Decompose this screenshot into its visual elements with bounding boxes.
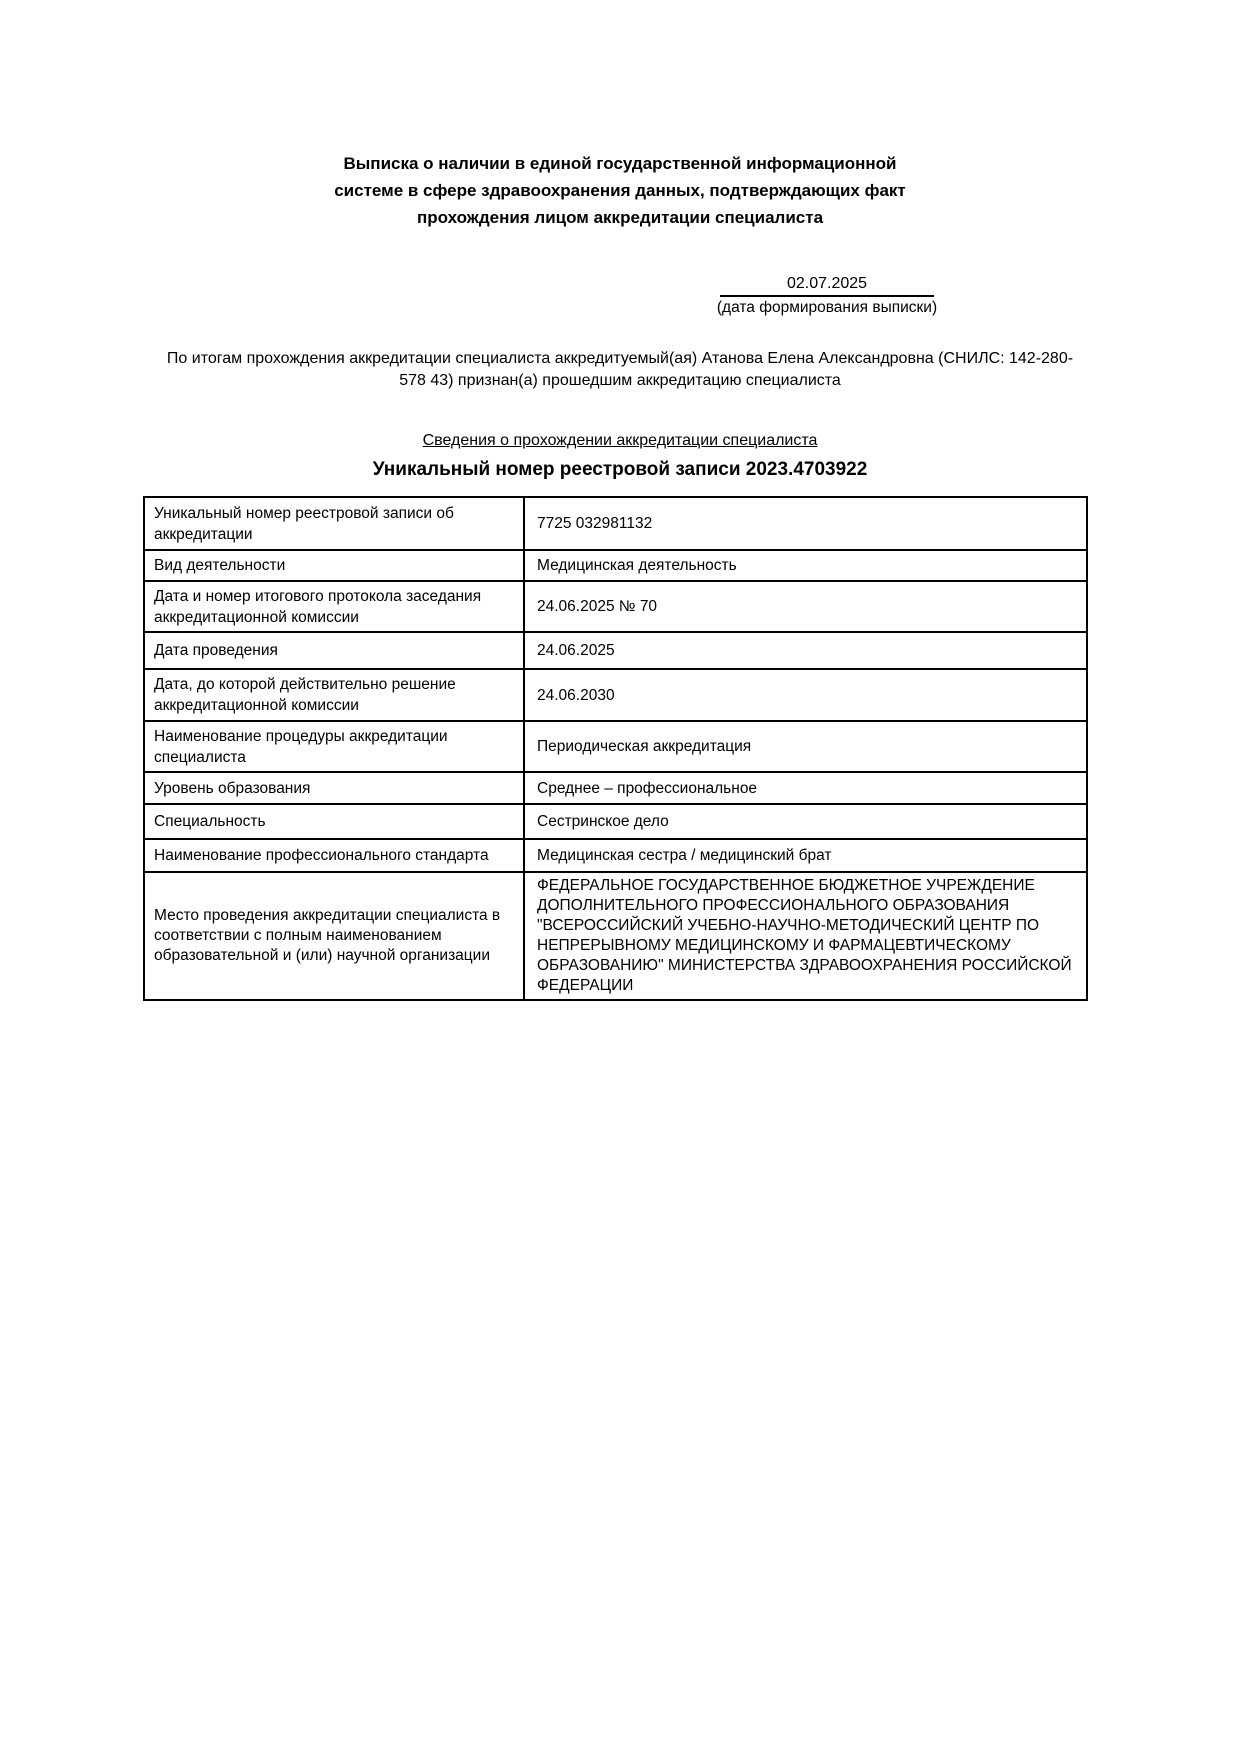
row-label-cell: Наименование процедуры аккредитации специалиста [144,721,524,772]
row-label-cell: Место проведения аккредитации специалиста в соответствии с полным наименованием образовательной и (или) научной организации [144,872,524,1000]
document-title-text: Выписка о наличии в единой государственной информационной системе в сфере здравоохранения данных, подтверждающих факт прохождения лицом аккредитации специалиста [334,154,906,227]
row-value-cell: Периодическая аккредитация [524,721,1087,772]
table-row [144,497,1087,550]
row-label-cell: Специальность [144,804,524,839]
document-title [0,150,1240,231]
row-value-cell: Сестринское дело [524,804,1087,839]
table-row [144,632,1087,669]
row-value-cell: Медицинская сестра / медицинский брат [524,839,1087,872]
table-row [144,804,1087,839]
row-label-cell: Дата проведения [144,632,524,669]
row-label-cell: Дата и номер итогового протокола заседания аккредитационной комиссии [144,581,524,632]
row-label-cell: Уникальный номер реестровой записи об аккредитации [144,497,524,550]
row-label-cell: Дата, до которой действительно решение аккредитационной комиссии [144,669,524,721]
row-value-cell: 7725 032981132 [524,497,1087,550]
table-row [144,839,1087,872]
section-heading: Сведения о прохождении аккредитации специалиста [422,432,818,449]
row-value-cell: 24.06.2025 [524,632,1087,669]
row-label-cell: Наименование профессионального стандарта [144,839,524,872]
table-row [144,872,1087,1000]
row-label-cell: Вид деятельности [144,550,524,581]
row-value-cell: ФЕДЕРАЛЬНОЕ ГОСУДАРСТВЕННОЕ БЮДЖЕТНОЕ УЧРЕЖДЕНИЕ ДОПОЛНИТЕЛЬНОГО ПРОФЕССИОНАЛЬНОГО ОБРАЗОВАНИЯ "ВСЕРОССИЙСКИЙ УЧЕБНО-НАУЧНО-МЕТОДИЧЕСКИЙ ЦЕНТР ПО НЕПРЕРЫВНОМУ МЕДИЦИНСКОМУ И ФАРМАЦЕВТИЧЕСКОМУ ОБРАЗОВАНИЮ" МИНИСТЕРСТВА ЗДРАВООХРАНЕНИЯ РОССИЙСКОЙ ФЕДЕРАЦИИ [524,872,1087,1000]
row-value-cell: Среднее – профессиональное [524,772,1087,804]
row-value-cell: 24.06.2025 № 70 [524,581,1087,632]
row-label-cell: Уровень образования [144,772,524,804]
row-value-cell: Медицинская деятельность [524,550,1087,581]
registry-number-heading: Уникальный номер реестровой записи 2023.4703922 [372,459,868,480]
accreditation-table [143,496,1088,1001]
intro-paragraph: По итогам прохождения аккредитации специалиста аккредитуемый(ая) Атанова Елена Александровна (СНИЛС: 142-280-578 43) признан(а) прошедшим аккредитацию специалиста [166,350,1074,389]
extract-date-block [712,274,942,317]
extract-date-caption: (дата формирования выписки) [716,299,938,316]
table-row [144,669,1087,721]
table-row [144,581,1087,632]
row-value-cell: 24.06.2030 [524,669,1087,721]
extract-date: 02.07.2025 [720,274,934,297]
table-row [144,721,1087,772]
table-row [144,772,1087,804]
table-row [144,550,1087,581]
